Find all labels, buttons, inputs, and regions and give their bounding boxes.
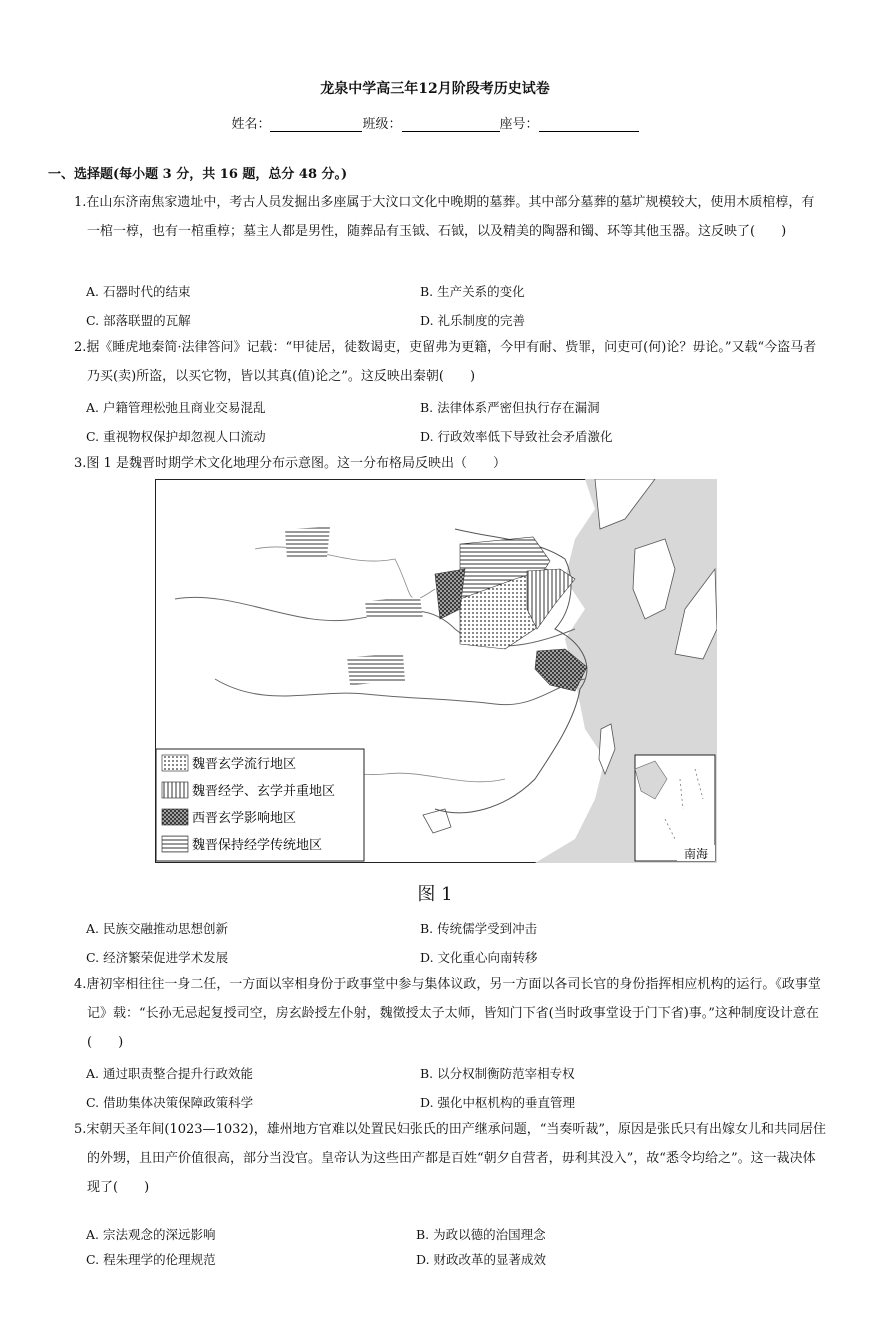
option-d[interactable]: D. 强化中枢机构的垂直管理: [420, 1095, 576, 1110]
legend-label-4: 魏晋保持经学传统地区: [192, 838, 323, 853]
legend-swatch-cross: [162, 809, 188, 825]
legend-swatch-horiz: [162, 836, 188, 852]
option-d[interactable]: D. 文化重心向南转移: [420, 950, 538, 965]
name-blank[interactable]: [270, 117, 362, 132]
option-a[interactable]: A. 通过职责整合提升行政效能: [86, 1066, 253, 1081]
class-label: 班级：: [362, 117, 402, 132]
option-c[interactable]: C. 程朱理学的伦理规范: [86, 1252, 216, 1267]
question-1: [60, 188, 826, 246]
question-3: [60, 449, 826, 478]
seat-label: 座号：: [499, 117, 539, 132]
option-c[interactable]: C. 借助集体决策保障政策科学: [86, 1095, 254, 1110]
question-4: [60, 970, 826, 1057]
option-d[interactable]: D. 财政改革的显著成效: [416, 1252, 547, 1267]
question-stem: 4.唐初宰相往往一身二任，一方面以宰相身份于政事堂中参与集体议政，另一方面以各司长官的身份指挥相应机构的运行。《政事堂记》载：“长孙无忌起复授司空，房玄龄授左仆射，魏徵授太子太师，皆知门下省(当时政事堂设于门下省)事。”这种制度设计意在( ): [74, 977, 821, 1050]
option-d[interactable]: D. 行政效率低下导致社会矛盾激化: [420, 429, 613, 444]
legend-swatch-vert: [162, 782, 188, 798]
question-stem: 3.图 1 是魏晋时期学术文化地理分布示意图。这一分布格局反映出（ ）: [74, 456, 506, 471]
region-jingxue-west: [285, 527, 330, 559]
option-a[interactable]: A. 宗法观念的深远影响: [86, 1227, 216, 1242]
map-figure: [155, 479, 717, 863]
figure-caption: 图 1: [417, 884, 453, 905]
name-label: 姓名：: [231, 117, 271, 132]
question-2: [60, 333, 826, 391]
section-title: 一、选择题(每小题 3 分，共 16 题，总分 48 分。): [48, 167, 348, 182]
legend-swatch-dot: [162, 755, 188, 771]
question-stem: 2.据《睡虎地秦简·法律答问》记载：“甲徒居，徒数谒吏，吏留弗为更籍，今甲有耐、赀罪，问吏可(何)论？毋论。”又载“今盗马者乃买(卖)所盗，以买它物，皆以其真(值)论之”。这反映出秦朝( ): [74, 340, 817, 384]
legend-label-1: 魏晋玄学流行地区: [192, 757, 297, 772]
question-stem: 1.在山东济南焦家遗址中，考古人员发掘出多座属于大汶口文化中晚期的墓葬。其中部分墓葬的墓圹规模较大，使用木质棺椁，有一棺一椁，也有一棺重椁；墓主人都是男性，随葬品有玉钺、石钺，以及精美的陶器和镯、环等其他玉器。这反映了( ): [74, 195, 815, 239]
option-b[interactable]: B. 法律体系严密但执行存在漏洞: [420, 400, 600, 415]
option-b[interactable]: B. 生产关系的变化: [420, 284, 525, 299]
region-jingxue-sichuan: [347, 654, 405, 685]
option-d[interactable]: D. 礼乐制度的完善: [420, 313, 526, 328]
option-c[interactable]: C. 部落联盟的瓦解: [86, 313, 191, 328]
question-stem: 5.宋朝天圣年间(1023—1032)，雄州地方官难以处置民妇张氏的田产继承问题，“当奏听裁”，原因是张氏只有出嫁女儿和共同居住的外甥，且田产价值很高，部分当没官。皇帝认为这些田产都是百姓“朝夕自营者，毋利其没入”，故“悉令均给之”。这一裁决体现了( ): [74, 1122, 827, 1195]
option-c[interactable]: C. 经济繁荣促进学术发展: [86, 950, 229, 965]
seat-blank[interactable]: [539, 117, 639, 132]
option-a[interactable]: A. 户籍管理松弛且商业交易混乱: [86, 400, 266, 415]
option-a[interactable]: A. 石器时代的结束: [86, 284, 191, 299]
student-info-line: [0, 113, 870, 132]
option-a[interactable]: A. 民族交融推动思想创新: [86, 921, 228, 936]
option-c[interactable]: C. 重视物权保护却忽视人口流动: [86, 429, 266, 444]
class-blank[interactable]: [402, 117, 500, 132]
legend-label-2: 魏晋经学、玄学并重地区: [192, 784, 336, 799]
option-b[interactable]: B. 为政以德的治国理念: [416, 1227, 546, 1242]
option-b[interactable]: B. 以分权制衡防范宰相专权: [420, 1066, 575, 1081]
exam-title: 龙泉中学高三年12月阶段考历史试卷: [320, 81, 550, 97]
question-5: [60, 1115, 826, 1202]
legend-label-3: 西晋玄学影响地区: [192, 811, 297, 826]
option-b[interactable]: B. 传统儒学受到冲击: [420, 921, 538, 936]
inset-label: 南海: [683, 847, 709, 861]
